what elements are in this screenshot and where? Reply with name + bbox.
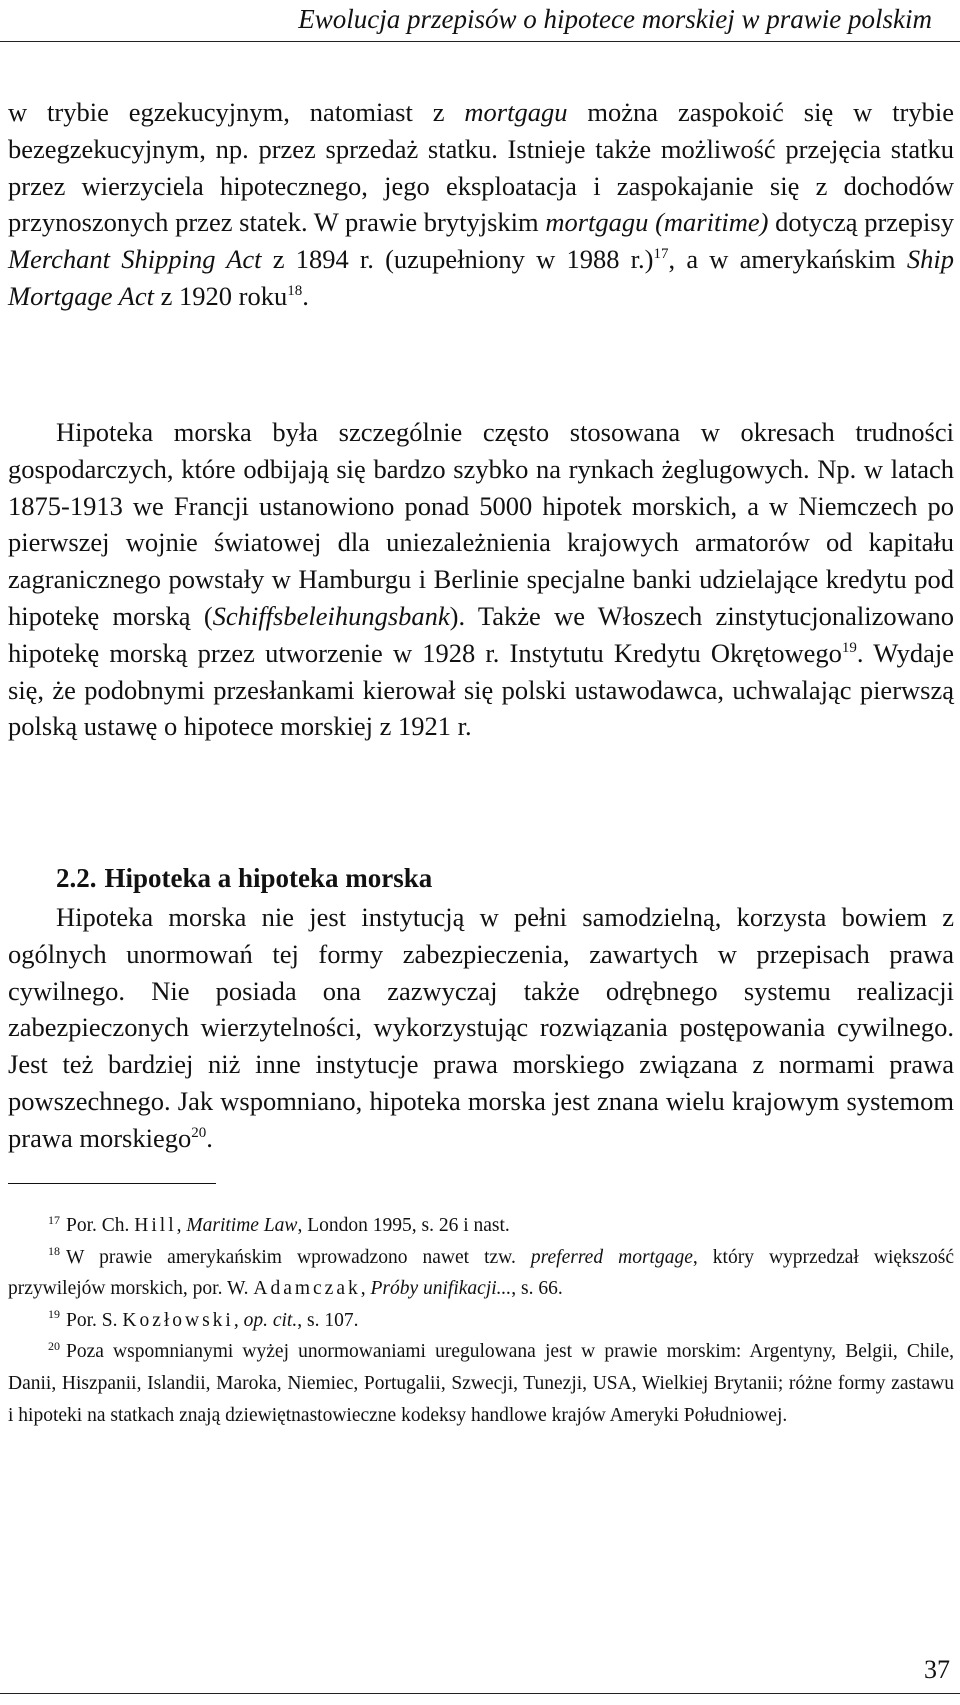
footnote-ref-17[interactable]: 17 xyxy=(653,246,669,263)
p2-text-3: . Wydaje się, że podobnymi przesłankami kierował się polski ustawodawca, uchwalając pierwszą polską ustawę o hipotece morskiej z 1921 r. xyxy=(8,637,954,742)
p1-italic-4: Ship Mortgage Act xyxy=(8,244,954,311)
footnote-author: Kozłowski xyxy=(122,1309,234,1331)
footer-rule xyxy=(0,1693,960,1694)
footnote-number: 19 xyxy=(48,1307,60,1322)
footnote-title: Próby unifikacji... xyxy=(370,1278,512,1300)
footnotes xyxy=(8,1210,954,1431)
p2-italic-1: Schiffsbeleihungsbank xyxy=(212,600,450,631)
footnote-number: 20 xyxy=(48,1338,60,1353)
footnote-19 xyxy=(8,1305,954,1337)
footnote-20 xyxy=(8,1336,954,1431)
paragraph-2 xyxy=(8,414,954,745)
p1-text-7: . xyxy=(302,280,309,311)
p1-text-2: można zaspokoić się w trybie bezegzekucyjnym, np. przez sprzedaż statku. Istnieje także możliwość przejęcia statku przez wierzyciela hipotecznego, jego eksploatacja i zaspokajanie się z dochodów przynoszonych przez statek. W prawie brytyjskim xyxy=(8,97,954,238)
p3-text-1: Hipoteka morska nie jest instytucją w pełni samodzielną, korzysta bowiem z ogólnych unormowań tej formy zabezpieczenia, zawartych w przepisach prawa cywilnego. Nie posiada ona zazwyczaj także odrębnego systemu realizacji zabezpieczonych wierzytelności, wykorzystując rozwiązania postępowania cywilnego. Jest też bardziej niż inne instytucje prawa morskiego związana z normami prawa powszechnego. Jak wspomniano, hipoteka morska jest znana wielu krajowym systemom prawa morskiego xyxy=(8,902,954,1153)
footnote-text: Por. S. xyxy=(66,1309,123,1331)
running-head: Ewolucja przepisów o hipotece morskiej w prawie polskim xyxy=(298,4,932,34)
section-2-2 xyxy=(8,860,954,1183)
p1-italic-3: Merchant Shipping Act xyxy=(8,244,262,275)
footnote-separator xyxy=(8,1183,216,1184)
section-heading xyxy=(8,860,954,896)
section-title: Hipoteka a hipoteka morska xyxy=(104,863,433,893)
p1-italic-1: mortgagu xyxy=(464,97,568,127)
footnote-ref-20[interactable]: 20 xyxy=(191,1124,207,1141)
footnote-cit: op. cit. xyxy=(243,1309,298,1331)
p1-text-1: w trybie egzekucyjnym, natomiast z xyxy=(8,97,465,127)
p2-text-2: ). Także we Włoszech zinstytucjonalizowano hipotekę morską przez utworzenie w 1928 r. Instytutu Kredytu Okrętowego xyxy=(8,600,954,668)
footnote-text: , xyxy=(233,1309,244,1331)
footnote-text: , xyxy=(360,1278,371,1300)
footnote-number: 17 xyxy=(48,1212,60,1227)
p3-text-2: . xyxy=(206,1122,213,1153)
footnote-author: Adamczak xyxy=(253,1278,361,1300)
p1-text-5: , a w amerykańskim xyxy=(668,244,907,275)
p1-italic-2: mortgagu (maritime) xyxy=(545,207,769,238)
paragraph-3 xyxy=(8,899,954,1157)
p2-text-1: Hipoteka morska była szczególnie często stosowana w okresach trudności gospodarczych, które odbijają się bardzo szybko na rynkach żeglugowych. Np. w latach 1875-1913 we Francji ustanowiono ponad 5000 hipotek morskich, a w Niemczech po pierwszej wojnie światowej dla uniezależnienia krajowych armatorów od kapitału zagranicznego powstały w Hamburgu i Berlinie specjalne banki udzielające kredytu pod hipotekę morską ( xyxy=(8,417,954,631)
footnote-text: , który wyprzedzał większość przywilejów morskich, por. W. xyxy=(8,1246,955,1300)
footnote-text: , London 1995, s. 26 i nast. xyxy=(297,1215,510,1236)
footnote-17 xyxy=(8,1210,954,1242)
footnote-text: W prawie amerykańskim wprowadzono nawet tzw. xyxy=(66,1246,531,1268)
section-number: 2.2. xyxy=(56,863,97,893)
footnote-ref-18[interactable]: 18 xyxy=(287,283,303,300)
p1-text-6: z 1920 roku xyxy=(153,280,288,311)
footnote-term: preferred mortgage xyxy=(530,1246,693,1268)
footnote-title: Maritime Law xyxy=(186,1215,298,1236)
header-rule xyxy=(0,41,960,42)
footnote-text: , s. 66. xyxy=(511,1278,563,1300)
footnote-ref-19[interactable]: 19 xyxy=(841,639,857,656)
footnote-text: , xyxy=(176,1215,187,1236)
footnote-number: 18 xyxy=(48,1244,60,1259)
p1-text-4: z 1894 r. (uzupełniony w 1988 r.) xyxy=(261,244,654,275)
footnote-text: Poza wspomnianymi wyżej unormowaniami uregulowana jest w prawie morskim: Argentyny, Belgii, Chile, Danii, Hiszpanii, Islandii, Maroka, Niemiec, Portugalii, Szwecji, Tunezji, USA, Wielkiej Brytanii; różne formy zastawu i hipoteki na statkach znają dziewiętnastowieczne kodeksy handlowe krajów Ameryki Południowej. xyxy=(8,1341,954,1426)
p1-text-3: dotyczą przepisy xyxy=(768,207,954,238)
footnote-text: , s. 107. xyxy=(297,1309,359,1331)
footnote-author: Hill xyxy=(134,1215,177,1236)
footnote-text: Por. Ch. xyxy=(66,1215,135,1236)
page-number: 37 xyxy=(924,1655,950,1684)
paragraph-1 xyxy=(8,94,954,315)
footnote-18 xyxy=(8,1242,954,1305)
